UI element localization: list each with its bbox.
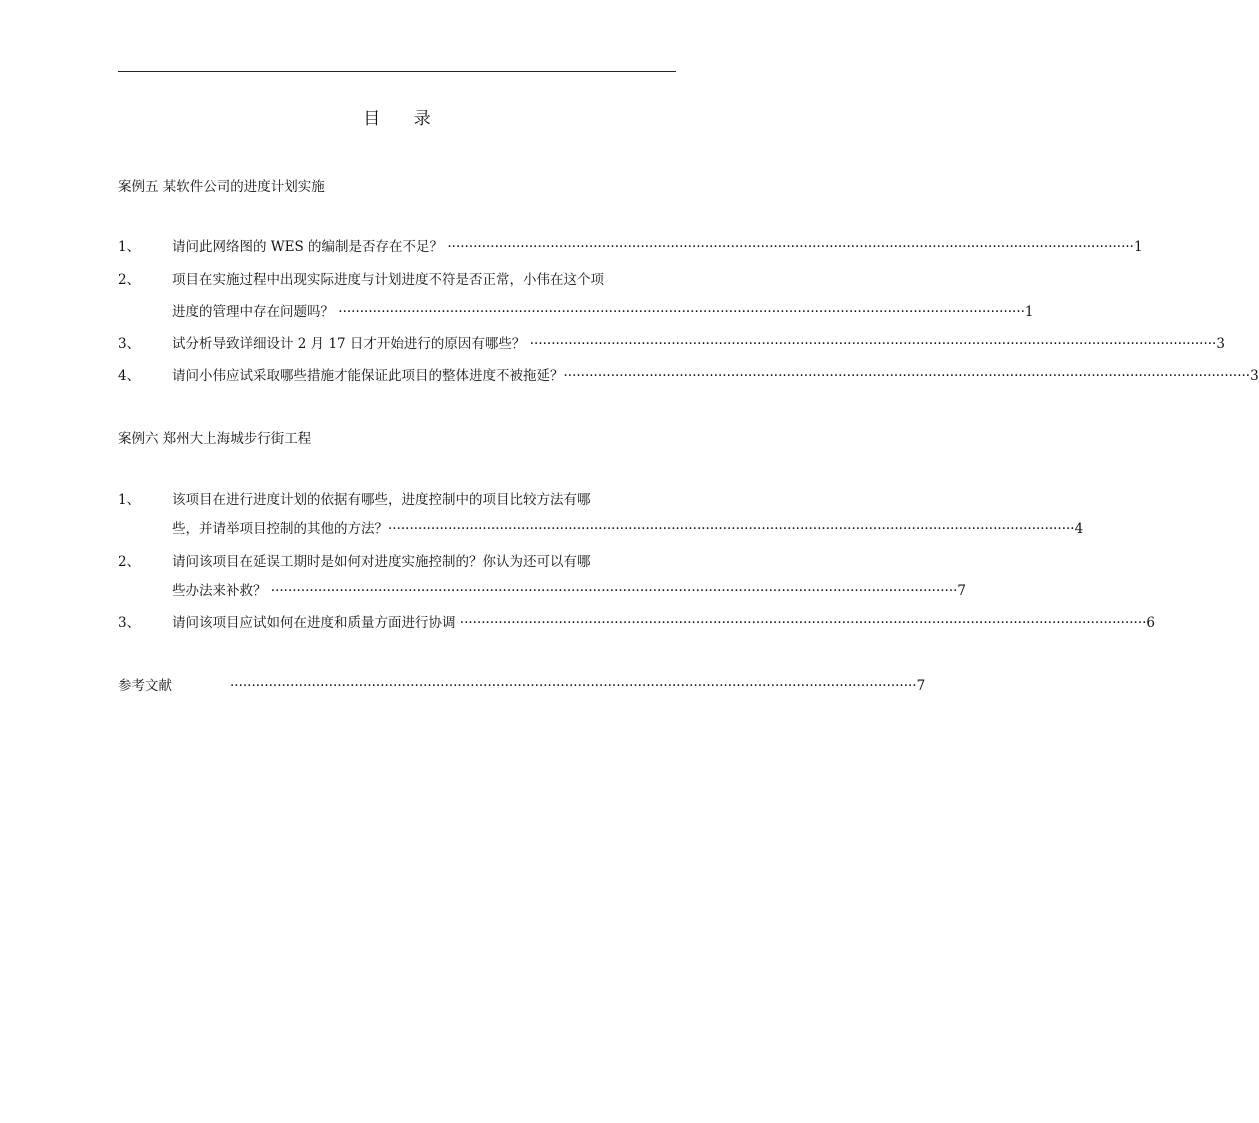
toc-page-number: 1 [1133, 239, 1143, 255]
toc-entry-text: 请问该项目应试如何在进度和质量方面进行协调 ································································································································································ [172, 615, 1147, 631]
toc-page-number: 6 [1146, 615, 1155, 631]
toc-entry-case5-1[interactable] [172, 238, 1143, 256]
toc-entry-case6-3[interactable] [172, 614, 1155, 632]
case6-item3-number: 3、 [118, 615, 141, 631]
toc-entry-case6-1[interactable] [172, 520, 1084, 538]
case5-item2-text-line1[interactable]: 项目在实施过程中出现实际进度与计划进度不符是否正常，小伟在这个项 [172, 272, 604, 288]
dot-leader: ································································································································································ [529, 336, 1217, 352]
dot-leader: ································································································································································ [388, 521, 1075, 537]
dot-leader: ································································································································································ [563, 368, 1251, 384]
case6-item2-number: 2、 [118, 554, 141, 570]
case6-item2-text-line1[interactable]: 请问该项目在延误工期时是如何对进度实施控制的？你认为还可以有哪 [172, 554, 591, 570]
dot-leader: ································································································································································ [230, 678, 917, 694]
references-label: 参考文献 [118, 678, 172, 694]
toc-entry-text: 试分析导致详细设计 2 月 17 日才开始进行的原因有哪些？ ································································································································································ [172, 336, 1217, 352]
toc-page-number: 7 [957, 583, 966, 599]
toc-entry-text: 进度的管理中存在问题吗？ ································································································································································ [172, 304, 1025, 320]
header-rule [118, 71, 676, 72]
dot-leader: ································································································································································ [447, 239, 1134, 255]
toc-entry-text: 些办法来补救？ ································································································································································ [172, 583, 958, 599]
dot-leader: ································································································································································ [338, 304, 1025, 320]
toc-page-number: 3 [1250, 368, 1259, 384]
case6-item1-number: 1、 [118, 492, 141, 508]
toc-entry-references[interactable] [118, 677, 926, 695]
toc-page-number: 1 [1024, 304, 1034, 320]
toc-entry-text: 些，并请举项目控制的其他的方法？································································································································································ [172, 521, 1075, 537]
case5-item2-number: 2、 [118, 272, 141, 288]
case5-item3-number: 3、 [118, 336, 141, 352]
case5-heading[interactable]: 案例五 某软件公司的进度计划实施 [118, 179, 325, 195]
toc-page-number: 7 [916, 678, 926, 694]
toc-title: 目 录 [363, 109, 445, 129]
case5-item4-number: 4、 [118, 368, 141, 384]
toc-entry-case5-4[interactable] [172, 367, 1259, 385]
toc-entry-case6-2[interactable] [172, 582, 966, 600]
toc-page-number: 4 [1074, 521, 1084, 537]
dot-leader: ································································································································································ [459, 615, 1147, 631]
dot-leader: ································································································································································ [270, 583, 958, 599]
toc-entry-case5-2[interactable] [172, 303, 1034, 321]
case6-heading[interactable]: 案例六 郑州大上海城步行街工程 [118, 431, 312, 447]
toc-entry-text: 请问此网络图的 WES 的编制是否存在不足？ ································································································································································ [172, 239, 1134, 255]
case5-item1-number: 1、 [118, 239, 141, 255]
toc-page-number: 3 [1216, 336, 1225, 352]
toc-entry-case5-3[interactable] [172, 335, 1225, 353]
case6-item1-text-line1[interactable]: 该项目在进行进度计划的依据有哪些，进度控制中的项目比较方法有哪 [172, 492, 591, 508]
toc-entry-text: 请问小伟应试采取哪些措施才能保证此项目的整体进度不被拖延？································································································································································ [172, 368, 1251, 384]
